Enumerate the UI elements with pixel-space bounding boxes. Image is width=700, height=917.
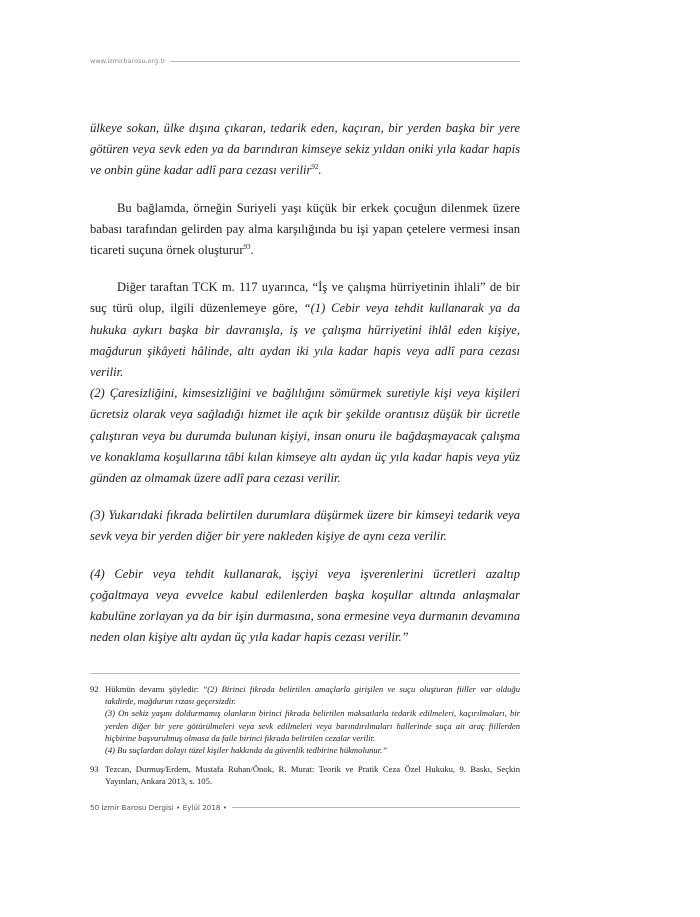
paragraph-1-end: . <box>318 163 322 178</box>
paragraph-2-text: Bu bağlamda, örneğin Suriyeli yaşı küçük bir erkek çocuğun dilenmek üzere babası tarafından gelirden pay alma karşılığında bu işi yapan çetelere vermesi insan ticareti suçuna örnek oluşturur <box>90 200 520 258</box>
footnote-92 <box>90 683 520 756</box>
footnote-line: (2) Birinci fıkrada belirtilen amaçlarla girişilen ve suçu oluşturan fiiller var olduğu takdirde, mağdurun rızası geçersizdir. <box>105 684 520 707</box>
paragraph-6 <box>90 564 520 649</box>
footnote-ref-92[interactable]: 92 <box>311 163 319 172</box>
paragraph-3 <box>90 277 520 383</box>
paragraph-2 <box>90 198 520 262</box>
paragraph-1-text: ülkeye sokan, ülke dışına çıkaran, tedarik eden, kaçıran, bir yerden başka bir yere götüren veya sevk eden ya da barındıran kimseye sekiz yıldan oniki yıla kadar hapis ve onbin güne kadar adlî para cezası verilir <box>90 121 520 178</box>
paragraph-1 <box>90 118 520 182</box>
footnote-number: 92 <box>90 684 99 694</box>
footnote-lead: Hükmün devamı şöyledir: “ <box>105 684 208 694</box>
header-url: www.izmirbarosu.org.tr <box>90 57 166 65</box>
paragraph-2-end: . <box>250 243 254 258</box>
footnote-93 <box>90 763 520 787</box>
paragraph-4-text: (2) Çaresizliğini, kimsesizliğini ve bağlılığını sömürmek suretiyle kişi veya kişileri ücretsiz olarak veya sağladığı hizmet ile açık bir şekilde orantısız düşük bir ücretle çalıştıran veya bu durumda bulunan kişiyi, insan onuru ile bağdaşmayacak çalışma ve konaklama koşullarına tâbi kılan kimseye altı aydan üç yıla kadar hapis veya yüz günden az olmamak üzere adlî para cezası verilir. <box>90 386 520 486</box>
paragraph-6-text: (4) Cebir veya tehdit kullanarak, işçiyi veya işverenlerini ücretleri azaltıp çoğaltmaya veya evvelce kabul edilenlerden başka koşullar altında anlaşmalar kabulüne zorlayan ya da bir işin durmasına, sona ermesine veya durmanın devamına neden olan kişiye altı aydan üç yıla kadar hapis cezası verilir.” <box>90 566 520 645</box>
footnotes <box>90 683 520 795</box>
footnote-ref-93[interactable]: 93 <box>243 242 251 251</box>
footer-rule <box>232 807 520 808</box>
footnote-text: Tezcan, Durmuş/Erdem, Mustafa Ruhan/Önok, R. Murat: Teorik ve Pratik Ceza Özel Hukuku, 9. Baskı, Seçkin Yayınları, Ankara 2013, s. 105. <box>105 764 520 787</box>
footnote-line: (4) Bu suçlardan dolayı tüzel kişiler hakkında da güvenlik tedbirine hükmolunur.” <box>105 745 388 756</box>
paragraph-5 <box>90 505 520 547</box>
footnote-separator <box>90 673 520 674</box>
footnote-number: 93 <box>90 764 99 775</box>
paragraph-3-lead: Diğer taraftan TCK m. 117 uyarınca, “İş ve çalışma hürriyetinin ihlali” de bir suç türü olup, ilgili düzenlemeye göre, <box>90 280 520 316</box>
main-text <box>90 118 520 648</box>
paragraph-3-quote: “(1) Cebir veya tehdit kullanarak ya da hukuka aykırı başka bir davranışla, iş ve çalışma hürriyetini ihlâl eden kişiye, mağdurun şikâyeti hâlinde, altı aydan iki yıla kadar hapis veya adlî para cezası verilir. <box>90 301 520 380</box>
footer-text: 50 İzmir Barosu Dergisi • Eylül 2018 • <box>90 802 228 812</box>
page-footer <box>90 800 520 814</box>
paragraph-4 <box>90 383 520 489</box>
header-rule <box>170 61 520 62</box>
paragraph-5-text: (3) Yukarıdaki fıkrada belirtilen durumlara düşürmek üzere bir kimseyi tedarik veya sevk veya bir yerden diğer bir yere nakleden kişiye de aynı ceza verilir. <box>90 508 520 544</box>
page-header <box>90 54 520 68</box>
footnote-line: (3) On sekiz yaşını doldurmamış olanların birinci fıkrada belirtilen maksatlarla tedarik edilmeleri, kaçırılmaları, bir yerden diğer bir yere götürülmeleri veya sevk edilmeleri veya barındırılmaları hallerinde suça ait araç fiillerden hiçbirine başvurulmuş olmasa da faile birinci fıkrada belirtilen cezalar verilir. <box>105 708 520 743</box>
